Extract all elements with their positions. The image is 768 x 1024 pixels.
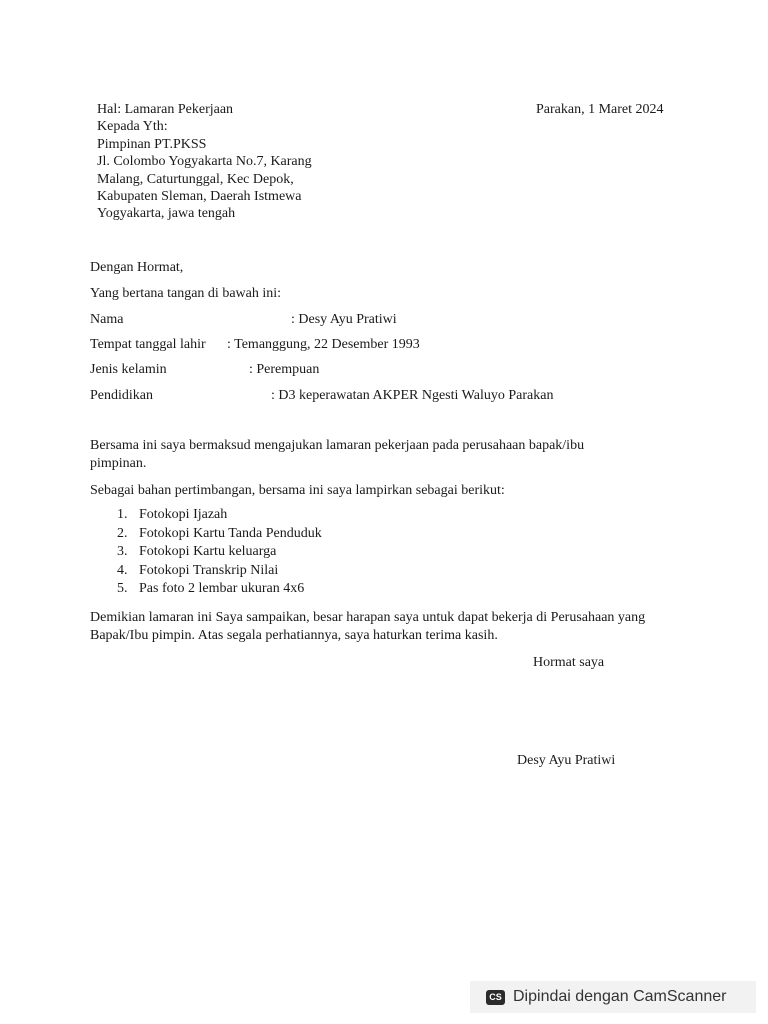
attachment-list: [117, 506, 322, 599]
camscanner-logo-icon: CS: [486, 990, 505, 1005]
salutation: Hormat saya: [533, 655, 605, 670]
list-item-text: Fotokopi Kartu Tanda Penduduk: [139, 525, 322, 541]
list-item-text: Fotokopi Kartu keluarga: [139, 544, 277, 559]
list-item: [117, 562, 322, 581]
recipient-line: Yogyakarta, jawa tengah: [97, 206, 236, 222]
greeting: Dengan Hormat,: [90, 260, 184, 275]
intro-line: Yang bertana tangan di bawah ini:: [90, 286, 282, 301]
list-item-number: 2.: [117, 525, 128, 541]
list-item-text: Fotokopi Transkrip Nilai: [139, 562, 279, 578]
signature-name: Desy Ayu Pratiwi: [517, 753, 616, 768]
list-item: [117, 525, 322, 544]
field-name-label: Nama: [90, 312, 124, 327]
recipient-line: Kepada Yth:: [97, 119, 168, 135]
field-birth-value: : Temanggung, 22 Desember 1993: [227, 337, 420, 352]
list-item-text: Pas foto 2 lembar ukuran 4x6: [139, 581, 305, 596]
recipient-address: [97, 101, 312, 223]
paragraph-closing: Demikian lamaran ini Saya sampaikan, besar harapan saya untuk dapat bekerja di Perusahaan yang Bapak/Ibu pimpin. Atas segala perhatiannya, saya haturkan terima kasih.: [90, 610, 646, 643]
camscanner-watermark: [470, 981, 756, 1013]
list-item-text: Fotokopi Ijazah: [139, 507, 228, 522]
list-item-number: 1.: [117, 507, 128, 522]
field-gender-label: Jenis kelamin: [90, 362, 167, 377]
list-item: [117, 506, 322, 525]
list-item-number: 3.: [117, 544, 128, 559]
list-item: [117, 543, 322, 562]
paragraph-attachments-intro: Sebagai bahan pertimbangan, bersama ini saya lampirkan sebagai berikut:: [90, 483, 505, 498]
paragraph-intent: Bersama ini saya bermaksud mengajukan lamaran pekerjaan pada perusahaan bapak/ibu pimpinan.: [90, 438, 585, 471]
recipient-line: Kabupaten Sleman, Daerah Istmewa: [97, 189, 302, 205]
field-name-value: : Desy Ayu Pratiwi: [291, 312, 397, 327]
letter-subject: Hal: Lamaran Pekerjaan: [97, 102, 234, 117]
letter-place-date: Parakan, 1 Maret 2024: [536, 102, 664, 117]
field-birth-label: Tempat tanggal lahir: [90, 337, 206, 352]
list-item-number: 4.: [117, 562, 128, 578]
recipient-line: Pimpinan PT.PKSS: [97, 136, 207, 152]
recipient-line: Jl. Colombo Yogyakarta No.7, Karang: [97, 154, 312, 170]
field-gender-value: : Perempuan: [249, 362, 320, 377]
field-education-label: Pendidikan: [90, 388, 153, 403]
watermark-text: Dipindai dengan CamScanner: [513, 988, 727, 1005]
recipient-line: Malang, Caturtunggal, Kec Depok,: [97, 171, 294, 187]
list-item: [117, 580, 322, 599]
list-item-number: 5.: [117, 581, 128, 596]
field-education-value: : D3 keperawatan AKPER Ngesti Waluyo Parakan: [271, 388, 554, 403]
